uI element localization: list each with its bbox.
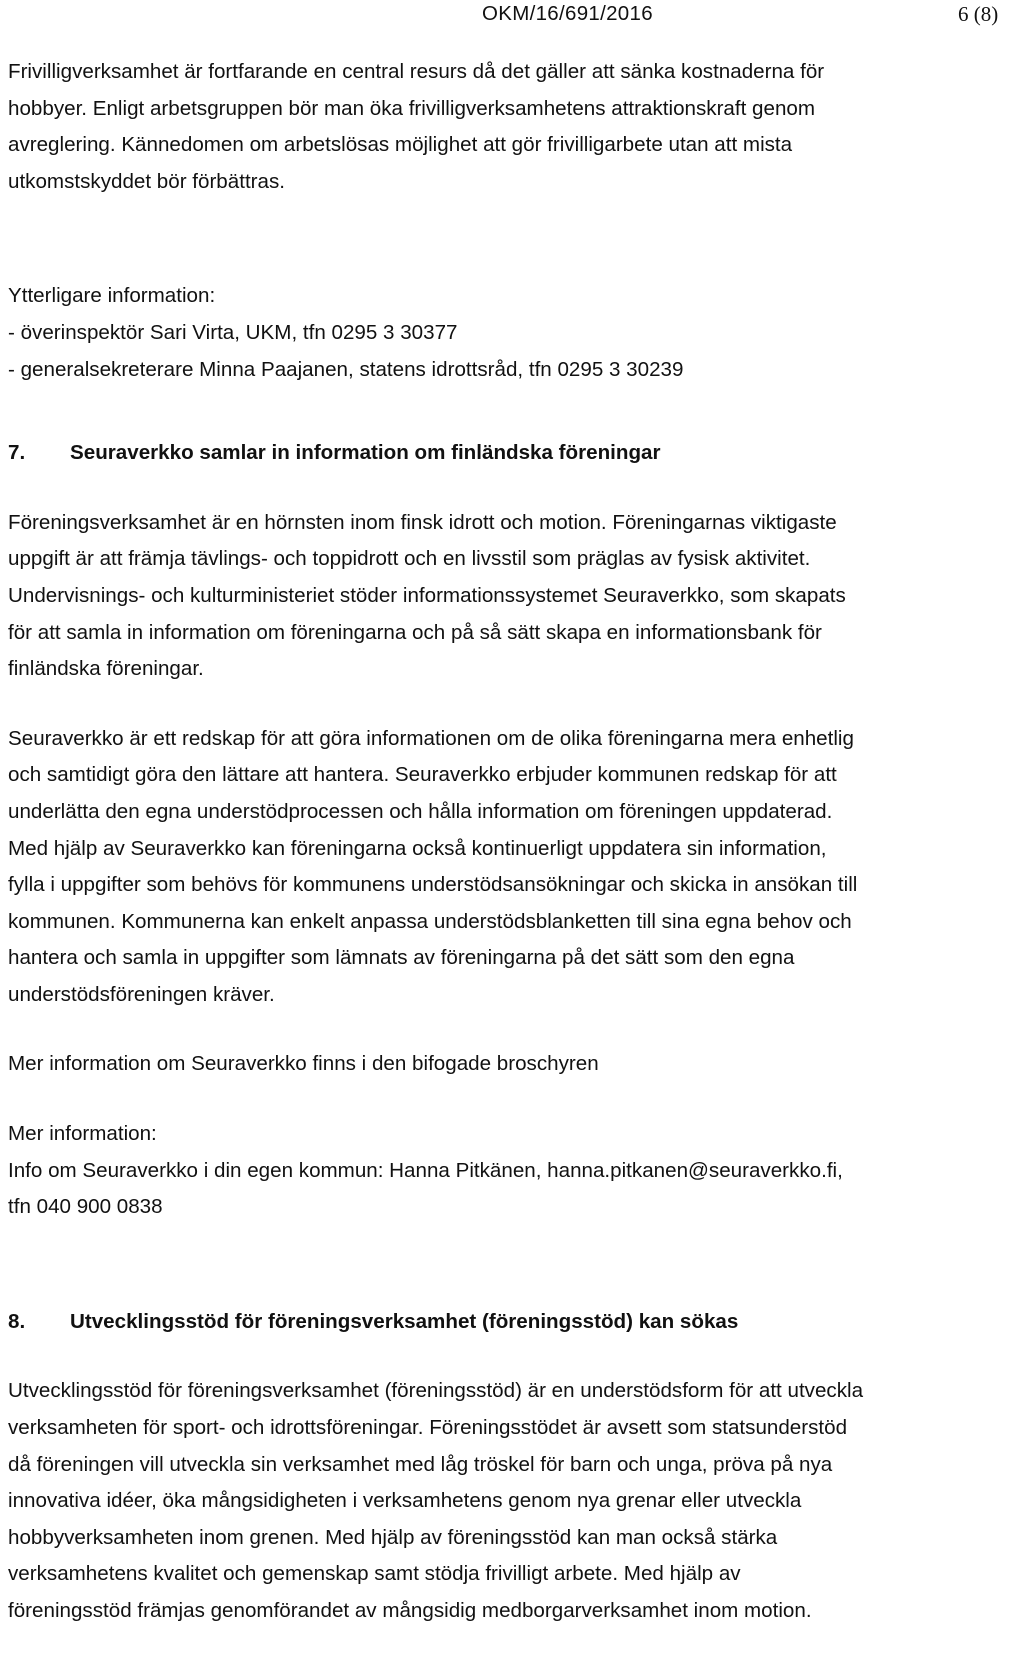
section-8-paragraph-1: Utvecklingsstöd för föreningsverksamhet (föreningsstöd) är en understödsform för att utveckla verksamheten för sport- och idrottsföreningar. Föreningsstödet är avsett som statsunderstöd då föreningen vill utveckla sin verksamhet med låg tröskel för barn och unga, pröva på nya innovativa idéer, öka mångsidigheten i verksamhetens genom nya grenar eller utveckla hobbyverksamheten inom grenen. Med hjälp av föreningsstöd kan man också stärka verksamhetens kvalitet och gemenskap samt stödja frivilligt arbete. Med hjälp av föreningsstöd främjas genomförandet av mångsidig medborgarverksamhet inom motion. [8, 1379, 864, 1622]
section-7-paragraph-2: Seuraverkko är ett redskap för att göra informationen om de olika föreningarna mera enhetlig och samtidigt göra den lättare att hantera. Seuraverkko erbjuder kommunen redskap för att underlätta den egna understödprocessen och hålla information om föreningen uppdaterad. Med hjälp av Seuraverkko kan föreningarna också kontinuerligt uppdatera sin information, fylla i uppgifter som behövs för kommunens understödsansökningar och skicka in ansökan till kommunen. Kommunerna kan enkelt anpassa understödsblanketten till sina egna behov och hantera och samla in uppgifter som lämnats av föreningarna på det sätt som den egna understödsföreningen kräver. [8, 726, 858, 1006]
contact-block: Ytterligare information: - överinspektör Sari Virta, UKM, tfn 0295 3 30377 - generalsekreterare Minna Paajanen, statens idrottsråd, tfn 0295 3 30239 [8, 284, 684, 381]
spacer [8, 688, 1020, 721]
section-7-heading [8, 435, 1020, 472]
section-7-number: 7. [8, 441, 26, 465]
spacer [8, 1340, 1020, 1373]
section-7-title: Seuraverkko samlar in information om finländska föreningar [70, 441, 661, 465]
spacer [8, 1226, 1020, 1304]
section-8-number: 8. [8, 1309, 26, 1333]
section-7-more-info: Mer information: Info om Seuraverkko i din egen kommun: Hanna Pitkänen, hanna.pitkanen@seuraverkko.fi, tfn 040 900 0838 [8, 1122, 843, 1219]
section-8-title: Utvecklingsstöd för föreningsverksamhet (föreningsstöd) kan sökas [70, 1309, 739, 1333]
page-header [0, 2, 1024, 32]
section-8-heading [8, 1304, 1020, 1341]
intro-paragraph: Frivilligverksamhet är fortfarande en central resurs då det gäller att sänka kostnaderna för hobbyer. Enligt arbetsgruppen bör man öka frivilligverksamhetens attraktionskraft genom avreglering. Kännedomen om arbetslösas möjlighet att gör frivilligarbete utan att mista utkomstskyddet bör förbättras. [8, 60, 825, 193]
spacer [8, 388, 1020, 435]
page-number: 6 (8) [958, 2, 999, 26]
section-7-paragraph-1: Föreningsverksamhet är en hörnsten inom finsk idrott och motion. Föreningarnas viktigaste uppgift är att främja tävlings- och toppidrott och en livsstil som präglas av fysisk aktivitet. Undervisnings- och kulturministeriet stöder informationssystemet Seuraverkko, som skapats för att samla in information om föreningarna och på så sätt skapa en informationsbank för finländska föreningar. [8, 510, 846, 681]
spacer [8, 472, 1020, 505]
spacer [8, 1013, 1020, 1046]
spacer [8, 1083, 1020, 1116]
document-body [8, 54, 1020, 1630]
section-7-paragraph-3: Mer information om Seuraverkko finns i den bifogade broschyren [8, 1052, 599, 1076]
spacer [8, 200, 1020, 278]
document-id: OKM/16/691/2016 [482, 2, 653, 25]
